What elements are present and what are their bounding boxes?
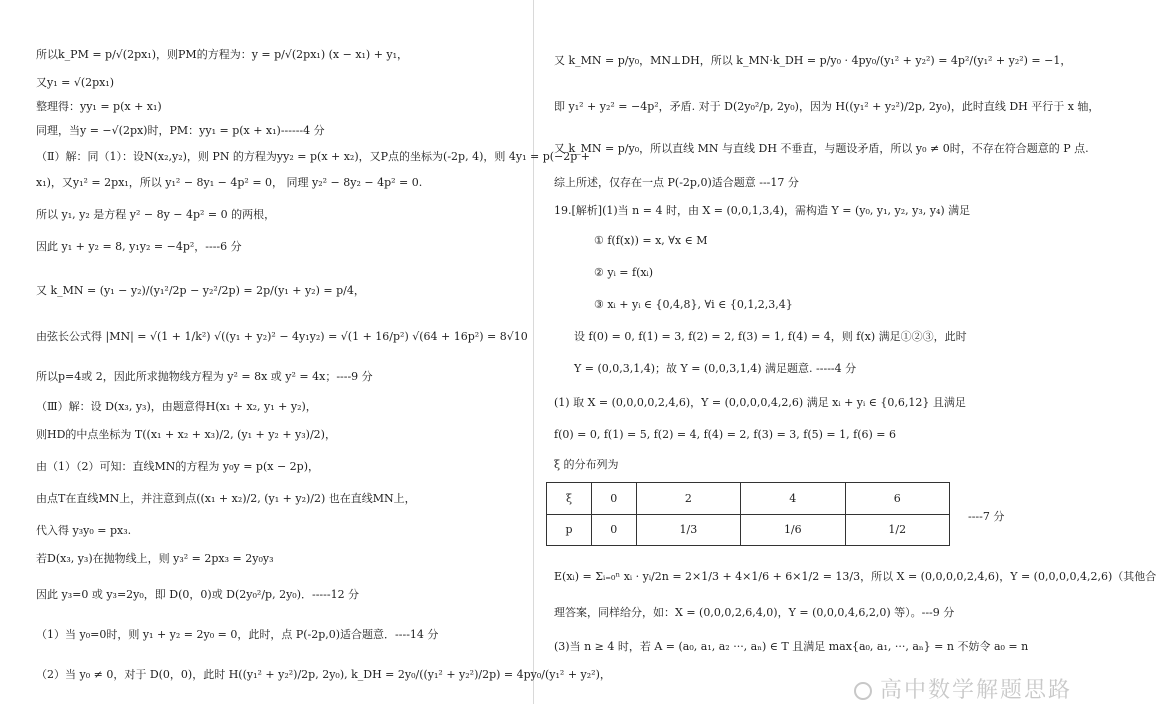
table-cell: 6: [845, 483, 949, 515]
table-row: [547, 514, 950, 546]
text-line: 所以 y₁, y₂ 是方程 y² − 8y − 4p² = 0 的两根，: [36, 208, 276, 221]
text-line: 19.[解析](1)当 n = 4 时，由 X = (0,0,1,3,4)，需构造 Y = (y₀, y₁, y₂, y₃, y₄) 满足: [554, 204, 971, 217]
text-line: （Ⅲ）解：设 D(x₃, y₃)，由题意得H(x₁ + x₂, y₁ + y₂)，: [36, 400, 317, 413]
text-line: Y = (0,0,3,1,4)；故 Y = (0,0,3,1,4) 满足题意. -----4 分: [574, 362, 857, 375]
text-line: x₁)，又y₁² = 2px₁，所以 y₁² − 8y₁ − 4p² = 0， 同理 y₂² − 8y₂ − 4p² = 0.: [36, 176, 423, 189]
text-line: 设 f(0) = 0, f(1) = 3, f(2) = 2, f(3) = 1, f(4) = 4，则 f(x) 满足①②③，此时: [574, 330, 967, 343]
text-line: 由点T在直线MN上，并注意到点((x₁ + x₂)/2, (y₁ + y₂)/2) 也在直线MN上，: [36, 492, 416, 505]
text-line: 又y₁ = √(2px₁): [36, 76, 115, 89]
text-line: 则HD的中点坐标为 T((x₁ + x₂ + x₃)/2, (y₁ + y₂ + y₃)/2)，: [36, 428, 336, 441]
text-line: 又 k_MN = (y₁ − y₂)/(y₁²/2p − y₂²/2p) = 2p/(y₁ + y₂) = p/4，: [36, 284, 365, 297]
text-line: 即 y₁² + y₂² = −4p²，矛盾. 对于 D(2y₀²/p, 2y₀)，因为 H((y₁² + y₂²)/2p, 2y₀)，此时直线 DH 平行于 x 轴，: [554, 100, 1100, 113]
table-cell: p: [547, 514, 592, 546]
text-line: ① f(f(x)) = x, ∀x ∈ M: [594, 234, 708, 247]
text-line: (3)当 n ≥ 4 时，若 A = (a₀, a₁, a₂ ···, aₙ) ∈ T 且满足 max{a₀, a₁, ···, aₙ} = n 不妨令 a₀ = n: [554, 640, 1029, 653]
text-line: （2）当 y₀ ≠ 0，对于 D(0，0)，此时 H((y₁² + y₂²)/2p, 2y₀), k_DH = 2y₀/((y₁² + y₂²)/2p) = 4py₀/(y₁² + y₂²)，: [36, 668, 611, 681]
distribution-table: [546, 482, 950, 546]
text-line: 又 k_MN = p/y₀，MN⊥DH，所以 k_MN·k_DH = p/y₀ · 4py₀/(y₁² + y₂²) = 4p²/(y₁² + y₂²) = −1，: [554, 54, 1072, 67]
watermark-text: 高中数学解题思路: [879, 678, 1072, 703]
text-line: 由（1）（2）可知：直线MN的方程为 y₀y = p(x − 2p)，: [36, 460, 320, 473]
table-cell: 0: [591, 514, 636, 546]
text-line: E(xᵢ) = Σᵢ₌₀ⁿ xᵢ · yᵢ/2n = 2×1/3 + 4×1/6 + 6×1/2 = 13/3，所以 X = (0,0,0,0,2,4,6)，Y = (0,0,0,0,4,2,6)（其他合: [554, 570, 1156, 583]
text-line: 若D(x₃, y₃)在抛物线上，则 y₃² = 2px₃ = 2y₀y₃: [36, 552, 274, 565]
watermark-logo-icon: [854, 682, 872, 700]
text-line: （Ⅱ）解：同（1）：设N(x₂,y₂)，则 PN 的方程为yy₂ = p(x + x₂)，又P点的坐标为(-2p, 4)，则 4y₁ = p(−2p +: [36, 150, 590, 163]
table-cell: 4: [741, 483, 845, 515]
text-line: 所以p=4或 2，因此所求抛物线方程为 y² = 8x 或 y² = 4x；----9 分: [36, 370, 373, 383]
text-line: 又 k_MN = p/y₀，所以直线 MN 与直线 DH 不垂直，与题设矛盾，所以 y₀ ≠ 0时，不存在符合题意的 P 点.: [554, 142, 1089, 155]
text-line: 理答案，同样给分，如：X = (0,0,0,2,6,4,0)，Y = (0,0,0,4,6,2,0) 等）。---9 分: [554, 606, 955, 619]
text-line: 因此 y₃=0 或 y₃=2y₀，即 D(0，0)或 D(2y₀²/p, 2y₀)．-----12 分: [36, 588, 360, 601]
text-line: 所以k_PM = p/√(2px₁)，则PM的方程为：y = p/√(2px₁) (x − x₁) + y₁，: [36, 48, 409, 61]
watermark: [854, 673, 1072, 704]
table-cell: 1/3: [636, 514, 740, 546]
text-line: 因此 y₁ + y₂ = 8, y₁y₂ = −4p²，----6 分: [36, 240, 242, 253]
text-line: ③ xᵢ + yᵢ ∈ {0,4,8}, ∀i ∈ {0,1,2,3,4}: [594, 298, 793, 311]
table-row: [547, 483, 950, 515]
text-line: 同理，当y = −√(2px)时，PM：yy₁ = p(x + x₁)------4 分: [36, 124, 325, 137]
text-line: f(0) = 0, f(1) = 5, f(2) = 4, f(4) = 2, f(3) = 3, f(5) = 1, f(6) = 6: [554, 428, 896, 441]
text-line: 综上所述，仅存在一点 P(-2p,0)适合题意 ---17 分: [554, 176, 799, 189]
table-cell: 1/2: [845, 514, 949, 546]
table-cell: 1/6: [741, 514, 845, 546]
text-line: （1）当 y₀=0时，则 y₁ + y₂ = 2y₀ = 0，此时，点 P(-2p,0)适合题意．----14 分: [36, 628, 439, 641]
text-line: (1) 取 X = (0,0,0,0,2,4,6)，Y = (0,0,0,0,4,2,6) 满足 xᵢ + yᵢ ∈ {0,6,12} 且满足: [554, 396, 966, 409]
table-cell: 0: [591, 483, 636, 515]
text-line: ② yᵢ = f(xᵢ): [594, 266, 654, 279]
text-line: 代入得 y₃y₀ = px₃.: [36, 524, 132, 537]
table-cell: ξ: [547, 483, 592, 515]
text-line: ξ 的分布列为: [554, 458, 619, 471]
right-page: [534, 0, 1156, 704]
score-note: ----7 分: [968, 510, 1005, 523]
text-line: 由弦长公式得 |MN| = √(1 + 1/k²) √((y₁ + y₂)² − 4y₁y₂) = √(1 + 16/p²) √(64 + 16p²) = 8√10: [36, 330, 528, 343]
text-line: 整理得：yy₁ = p(x + x₁): [36, 100, 162, 113]
table-cell: 2: [636, 483, 740, 515]
